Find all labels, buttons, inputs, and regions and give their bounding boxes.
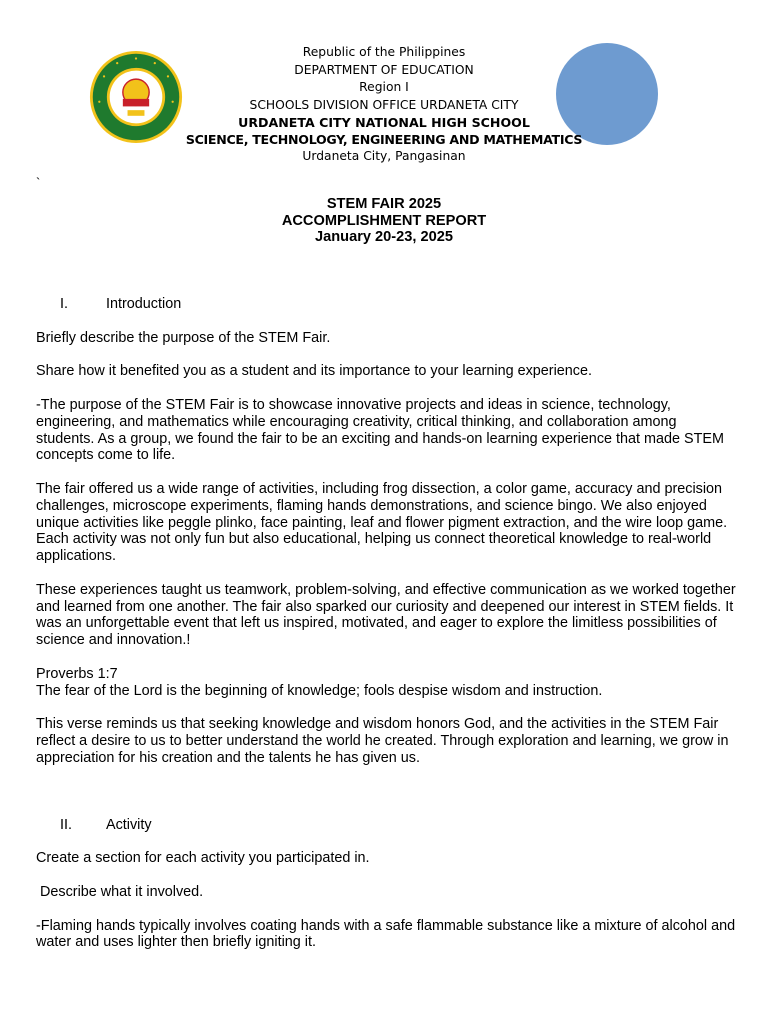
location-line: Urdaneta City, Pangasinan [302, 149, 466, 163]
prompt-activity-section: Create a section for each activity you participated in. [36, 850, 370, 867]
verse-text: The fear of the Lord is the beginning of knowledge; fools despise wisdom and instruction. [36, 682, 603, 699]
department-line: DEPARTMENT OF EDUCATION [294, 62, 474, 77]
prompt-purpose: Briefly describe the purpose of the STEM Fair. [36, 329, 331, 346]
verse-reference: Proverbs 1:7 [36, 665, 118, 682]
paragraph-reflection: This verse reminds us that seeking knowledge and wisdom honors God, and the activities in the STEM Fair reflect a desire to us to better understand the world he created. Through exploration and learning, we grow in appreciation for his creation and the talents he has given us. [36, 716, 729, 766]
title-line-1: STEM FAIR 2025 [326, 196, 442, 212]
section-number: I. [60, 296, 68, 312]
section-title: Introduction [106, 296, 182, 312]
section-number: II. [60, 816, 72, 833]
paragraph-activities: The fair offered us a wide range of activities, including frog dissection, a color game, accuracy and precision challenges, microscope experiments, flaming hands demonstrations, and science bingo. We also enjoyed unique activities like peggle plinko, face painting, leaf and flower pigment extraction, and the wire loop game. Each activity was not only fun but also educational, helping us connect theoretical knowledge to real-world applications. [36, 480, 728, 565]
division-line: SCHOOLS DIVISION OFFICE URDANETA CITY [249, 97, 519, 112]
paragraph-flaming-hands: -Flaming hands typically involves coating hands with a safe flammable substance like a mixture of alcohol and water and uses lighter then briefly igniting it. [36, 917, 736, 951]
school-name: URDANETA CITY NATIONAL HIGH SCHOOL [238, 115, 530, 130]
section-title: Activity [106, 816, 152, 833]
letterhead [140, 44, 628, 166]
prompt-describe: Describe what it involved. [36, 883, 204, 900]
section-heading-activity [36, 817, 736, 834]
region-line: Region I [359, 80, 409, 94]
report-title [0, 196, 768, 246]
paragraph-experiences: These experiences taught us teamwork, problem-solving, and effective communication as we worked together and learned from one another. The fair also sparked our curiosity and deepened our interest in STEM fields. It was an unforgettable event that left us inspired, motivated, and eager to explore the limitless possibilities of science and innovation.! [36, 581, 736, 649]
stray-mark: ` [36, 175, 41, 190]
program-name: SCIENCE, TECHNOLOGY, ENGINEERING AND MATHEMATICS [185, 132, 583, 147]
republic-line: Republic of the Philippines [302, 45, 466, 59]
section-heading-introduction [36, 296, 736, 313]
prompt-benefit: Share how it benefited you as a student and its importance to your learning experience. [36, 363, 592, 380]
report-body [36, 296, 736, 951]
paragraph-purpose: -The purpose of the STEM Fair is to showcase innovative projects and ideas in science, technology, engineering, and mathematics while encouraging creativity, critical thinking, and collaboration among students. As a group, we found the fair to be an exciting and hands-on learning experience that made STEM concepts come to life. [36, 396, 724, 464]
title-line-2: ACCOMPLISHMENT REPORT [281, 212, 487, 229]
title-line-3: January 20-23, 2025 [315, 229, 453, 245]
